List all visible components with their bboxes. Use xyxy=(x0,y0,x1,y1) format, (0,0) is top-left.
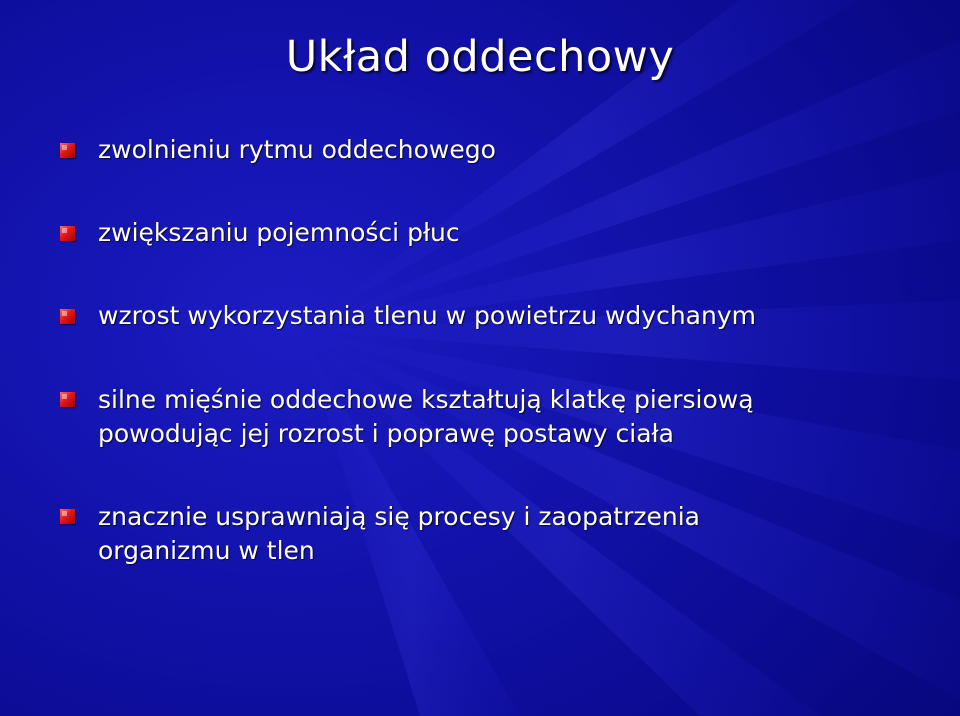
red-square-bullet-icon xyxy=(60,143,75,158)
red-square-bullet-icon xyxy=(60,509,75,524)
bullet-item-1: zwolnieniu rytmu oddechowego xyxy=(98,135,496,164)
bullet-item-5: znacznie usprawniają się procesy i zaopatrzenia organizmu w tlen xyxy=(98,502,700,565)
red-square-bullet-icon xyxy=(60,226,75,241)
slide-title: Układ oddechowy xyxy=(285,32,675,82)
red-square-bullet-icon xyxy=(60,392,75,407)
bullet-item-2: zwiększaniu pojemności płuc xyxy=(98,218,460,247)
bullet-item-4: silne mięśnie oddechowe kształtują klatkę piersiową powodując jej rozrost i poprawę postawy ciała xyxy=(98,385,754,448)
bullet-item-3: wzrost wykorzystania tlenu w powietrzu wdychanym xyxy=(98,301,756,330)
red-square-bullet-icon xyxy=(60,309,75,324)
